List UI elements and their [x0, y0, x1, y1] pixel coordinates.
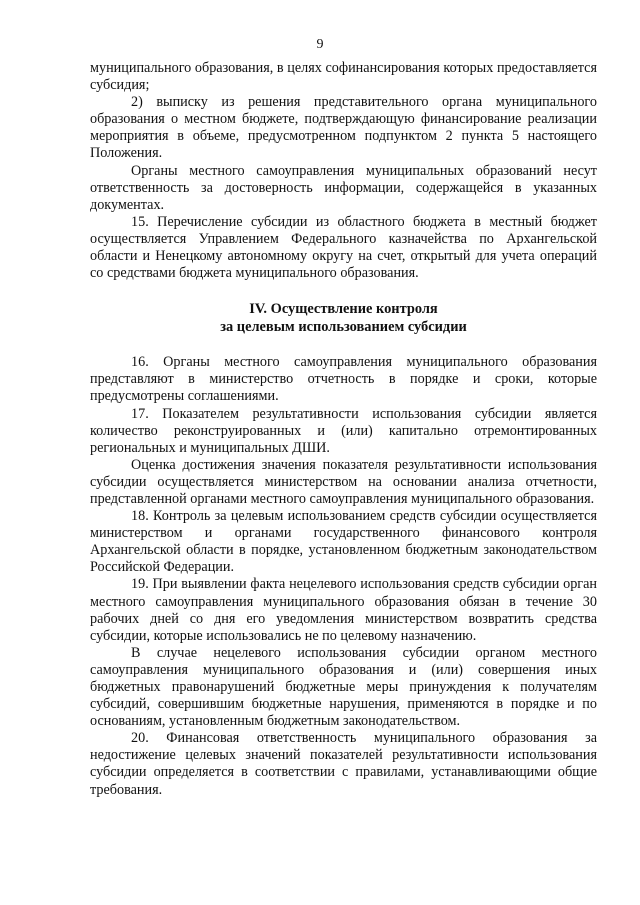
paragraph-17: 17. Показателем результативности использования субсидии является количество реконструированных и (или) капитально отремонтированных региональных и муниципальных ДШИ.: [90, 405, 597, 456]
paragraph-assessment: Оценка достижения значения показателя результативности использования субсидии осуществляется министерством на основании анализа отчетности, представленной органами местного самоуправления муниципального образования.: [90, 456, 597, 507]
paragraph-responsibility: Органы местного самоуправления муниципальных образований несут ответственность за достоверность информации, содержащейся в указанных документах.: [90, 162, 597, 213]
paragraph-continuation: муниципального образования, в целях софинансирования которых предоставляется субсидия;: [90, 60, 597, 94]
page-number: 9: [316, 37, 324, 52]
paragraph-19: 19. При выявлении факта нецелевого использования средств субсидии орган местного самоуправления муниципального образования обязан в течение 30 рабочих дней со дня его уведомления министерством возвратить средства субсидии, которые использовались не по целевому назначению.: [90, 576, 597, 644]
paragraph-item-2: 2) выписку из решения представительного органа муниципального образования о местном бюджете, подтверждающую финансирование реализации мероприятия в объеме, предусмотренном подпунктом 2 пункта 5 настоящего Положения.: [90, 94, 597, 162]
paragraph-16: 16. Органы местного самоуправления муниципального образования представляют в министерство отчетность в порядке и сроки, которые предусмотрены соглашениями.: [90, 354, 597, 405]
paragraph-15: 15. Перечисление субсидии из областного бюджета в местный бюджет осуществляется Управлением Федерального казначейства по Архангельской области и Ненецкому автономному округу на счет, открытый для учета операций со средствами бюджета муниципального образования.: [90, 213, 597, 282]
section-heading: [90, 301, 597, 336]
section-heading-line-2: за целевым использованием субсидии: [220, 318, 467, 335]
section-heading-line-1: IV. Осуществление контроля: [249, 301, 438, 318]
paragraph-misuse: В случае нецелевого использования субсидии органом местного самоуправления муниципального образования и (или) совершения иных бюджетных правонарушений бюджетные меры принуждения к получателям субсидий, совершившим бюджетные нарушения, применяются в порядке и по основаниям, установленным бюджетным законодательством.: [90, 644, 597, 730]
paragraph-18: 18. Контроль за целевым использованием средств субсидии осуществляется министерством и органами государственного финансового контроля Архангельской области в порядке, установленном бюджетным законодательством Российской Федерации.: [90, 508, 597, 576]
document-body: [90, 60, 597, 799]
paragraph-20: 20. Финансовая ответственность муниципального образования за недостижение целевых значений показателей результативности использования субсидии определяется в соответствии с правилами, устанавливающими общие требования.: [90, 730, 597, 798]
